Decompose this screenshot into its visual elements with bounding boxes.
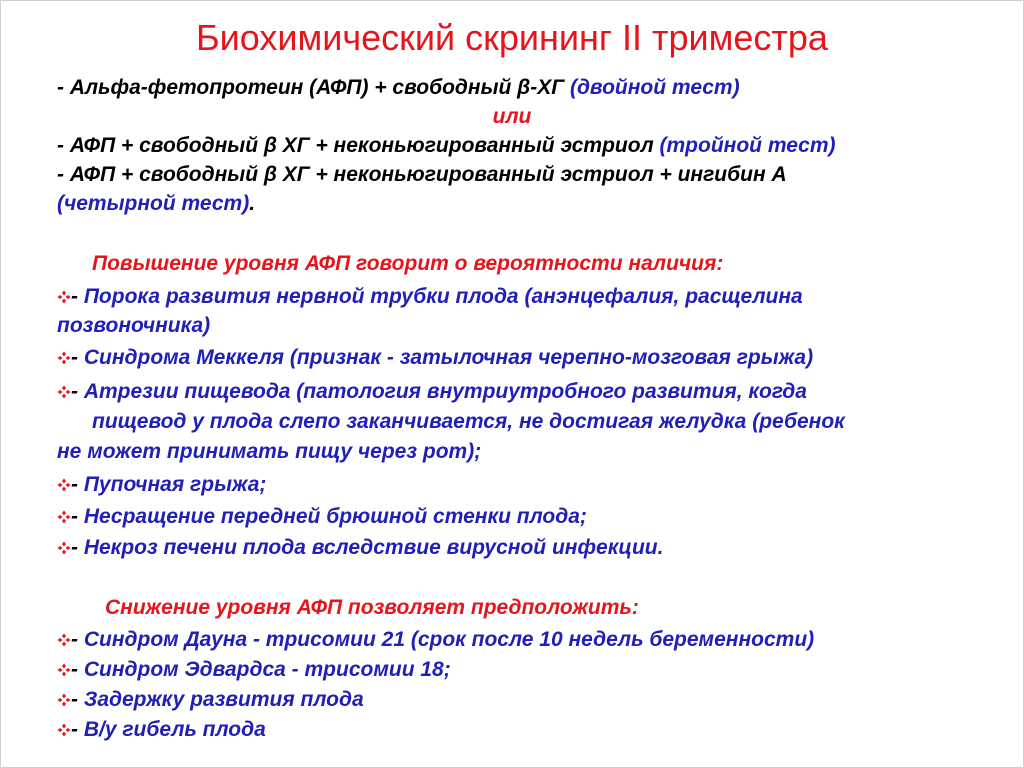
diamond-bullet-icon <box>57 510 71 524</box>
list-item-text: Задержку развития плода <box>83 688 364 711</box>
test-quad-text: АФП + свободный β ХГ + неконьюгированный эстриол + ингибин А <box>69 163 787 186</box>
test-line-quad <box>57 161 787 189</box>
test-double-label: (двойной тест) <box>569 76 740 99</box>
list-item-text: В/у гибель плода <box>83 718 266 741</box>
dash: - <box>71 380 84 403</box>
dash: - <box>71 346 84 369</box>
list-item-continuation: не может принимать пищу через рот); <box>57 440 482 463</box>
test-line-quad-label <box>57 190 255 218</box>
test-triple-label: (тройной тест) <box>659 134 836 157</box>
diamond-bullet-icon <box>57 663 71 677</box>
list-item <box>57 534 663 562</box>
list-item-text: Атрезии пищевода (патология внутриутробного развития, когда <box>83 380 807 403</box>
diamond-bullet-icon <box>57 478 71 492</box>
list-item <box>57 686 364 714</box>
list-item-text: Пупочная грыжа; <box>83 473 267 496</box>
test-quad-end: . <box>249 192 256 215</box>
list-item-continuation: пищевод у плода слепо заканчивается, не достигая желудка (ребенок <box>92 410 845 433</box>
list-item <box>57 503 587 531</box>
or-separator: или <box>492 105 532 128</box>
list-item-text: Порока развития нервной трубки плода (анэнцефалия, расщелина <box>83 285 803 308</box>
list-item <box>57 656 451 684</box>
dash: - <box>57 76 70 99</box>
list-item <box>57 378 807 406</box>
list-item-text: Несращение передней брюшной стенки плода; <box>83 505 587 528</box>
dash: - <box>71 658 84 681</box>
test-quad-label: (четырной тест) <box>57 192 250 215</box>
list-item <box>57 283 803 311</box>
slide-title: Биохимический скрининг II триместра <box>196 17 828 58</box>
diamond-bullet-icon <box>57 290 71 304</box>
dash: - <box>71 536 84 559</box>
list-item-text: Синдром Дауна - трисомии 21 (срок после 10 недель беременности) <box>83 628 815 651</box>
diamond-bullet-icon <box>57 351 71 365</box>
test-line-double <box>57 74 740 102</box>
dash: - <box>71 473 84 496</box>
list-item <box>57 626 814 654</box>
dash: - <box>57 134 70 157</box>
dash: - <box>71 718 84 741</box>
list-item-text: Синдрома Меккеля (признак - затылочная черепно-мозговая грыжа) <box>83 346 814 369</box>
increase-heading: Повышение уровня АФП говорит о вероятности наличия: <box>92 252 724 275</box>
dash: - <box>71 285 84 308</box>
list-item-continuation: позвоночника) <box>57 314 211 337</box>
list-item <box>57 716 266 744</box>
dash: - <box>71 688 84 711</box>
dash: - <box>71 628 84 651</box>
diamond-bullet-icon <box>57 633 71 647</box>
test-double-text: Альфа-фетопротеин (АФП) + свободный β-ХГ <box>69 76 570 99</box>
list-item <box>57 344 813 372</box>
list-item-text: Некроз печени плода вследствие вирусной инфекции. <box>83 536 664 559</box>
dash: - <box>71 505 84 528</box>
diamond-bullet-icon <box>57 541 71 555</box>
list-item <box>57 471 266 499</box>
dash: - <box>57 163 70 186</box>
diamond-bullet-icon <box>57 385 71 399</box>
list-item-text: Синдром Эдвардса - трисомии 18; <box>83 658 451 681</box>
decrease-heading: Снижение уровня АФП позволяет предположить: <box>105 596 639 619</box>
test-line-triple <box>57 132 836 160</box>
diamond-bullet-icon <box>57 693 71 707</box>
test-triple-text: АФП + свободный β ХГ + неконьюгированный эстриол <box>69 134 660 157</box>
diamond-bullet-icon <box>57 723 71 737</box>
